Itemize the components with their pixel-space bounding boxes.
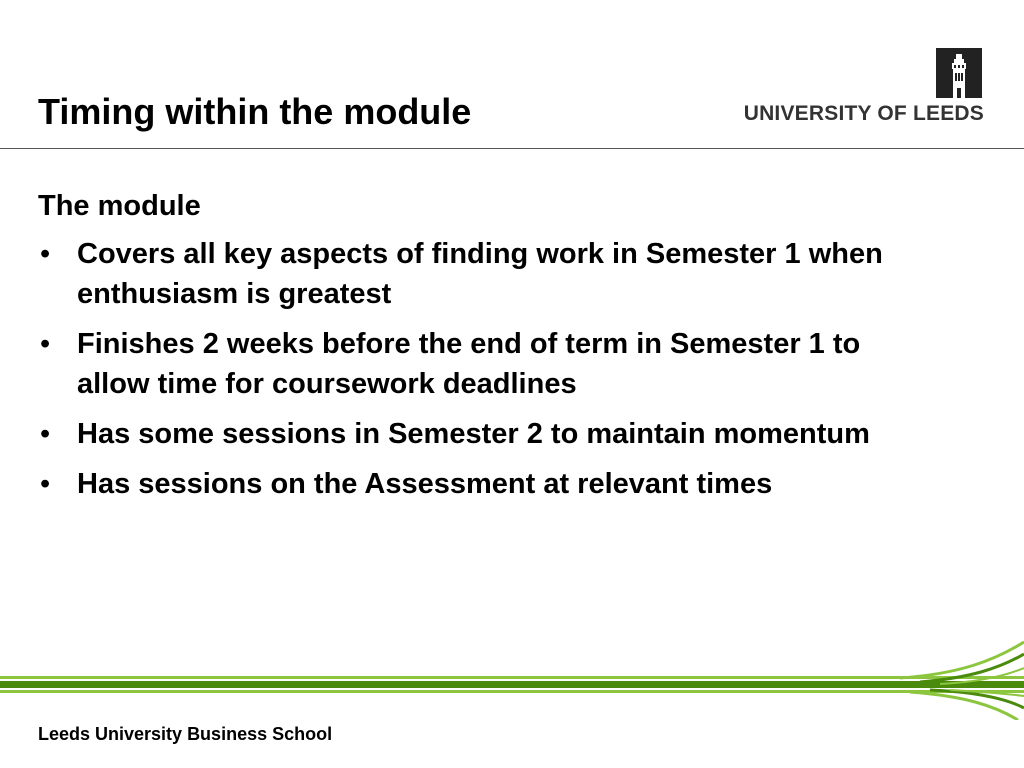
- university-logo-text: UNIVERSITY OF LEEDS: [743, 102, 984, 125]
- bullet-item: [38, 464, 938, 504]
- slide-content: [38, 186, 938, 514]
- university-tower-icon: [936, 48, 982, 98]
- bullet-glyph: •: [40, 418, 51, 450]
- university-logo: [700, 44, 990, 130]
- bullet-item: [38, 324, 938, 404]
- bullet-text: Finishes 2 weeks before the end of term in Semester 1 to allow time for coursework deadlines: [77, 328, 861, 400]
- footer-decorative-lines: [0, 640, 1024, 720]
- bullet-glyph: •: [40, 468, 51, 500]
- footer-band-light-top: [0, 676, 1024, 679]
- content-lead: The module: [38, 190, 201, 222]
- bullet-item: [38, 414, 938, 454]
- footer-curve: [900, 642, 1024, 678]
- bullet-glyph: •: [40, 328, 51, 360]
- bullet-text: Has sessions on the Assessment at relevant times: [77, 468, 773, 500]
- footer-band-dark: [0, 681, 1024, 688]
- footer-curve: [910, 692, 1018, 720]
- slide-title: Timing within the module: [38, 91, 472, 132]
- footer-school-name: Leeds University Business School: [38, 724, 333, 744]
- footer-band-light-bottom: [0, 690, 1024, 693]
- bullet-item: [38, 234, 938, 314]
- bullet-glyph: •: [40, 238, 51, 270]
- bullet-text: Covers all key aspects of finding work in Semester 1 when enthusiasm is greatest: [77, 238, 883, 310]
- bullet-text: Has some sessions in Semester 2 to maintain momentum: [77, 418, 870, 450]
- bullet-list: [38, 234, 938, 504]
- title-divider: [0, 148, 1024, 149]
